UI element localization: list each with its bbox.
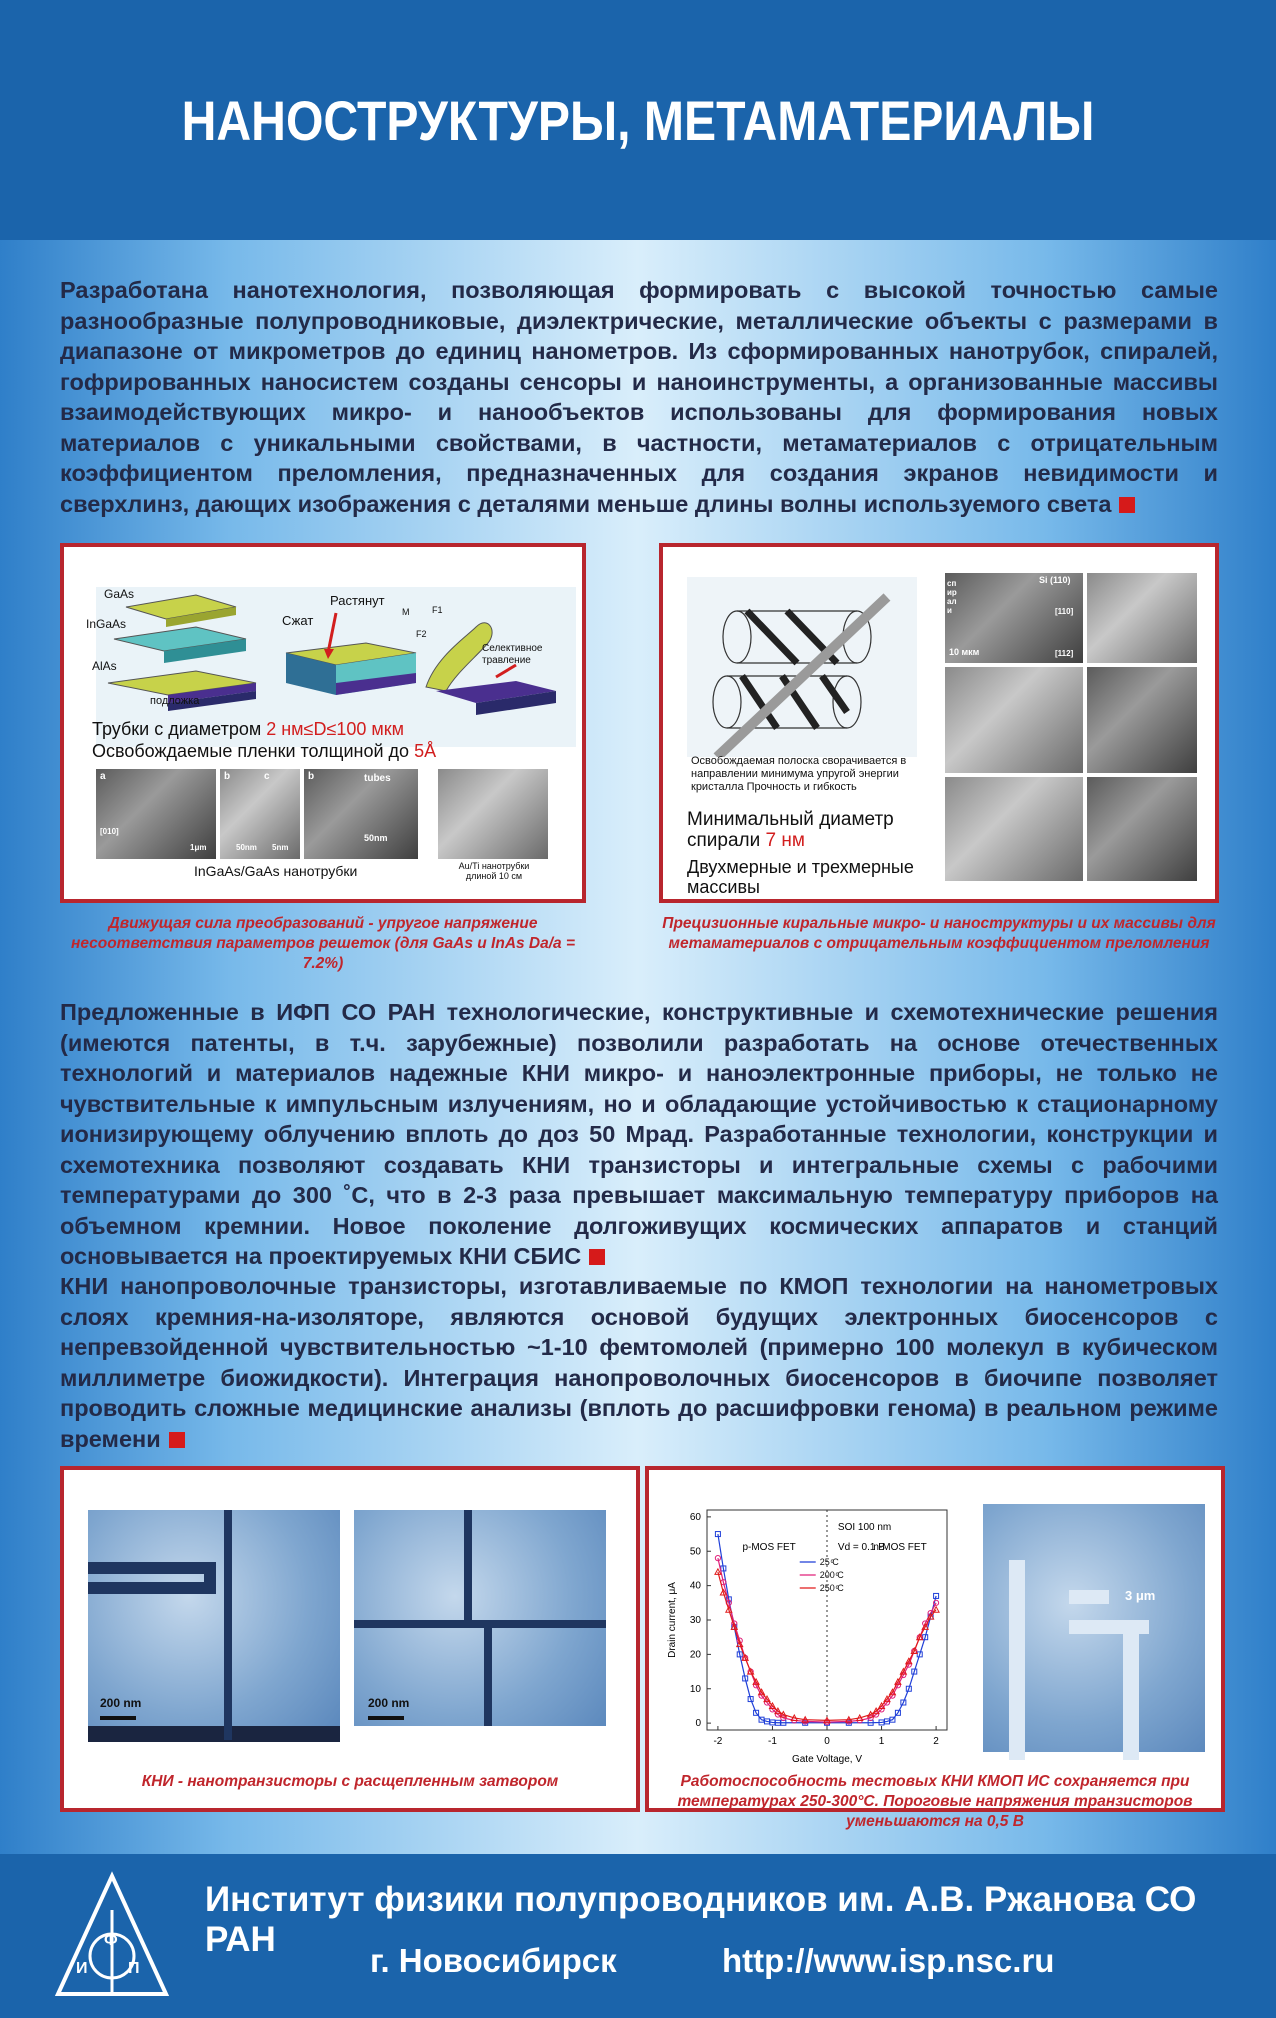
etch-label: Селективное травление — [482, 643, 543, 666]
y-axis-label: Drain current, μA — [667, 1582, 678, 1658]
institute-name: Институт физики полупроводников им. А.В. Ржанова СО РАН — [205, 1880, 1197, 1959]
soi-paragraph — [60, 997, 1218, 1272]
wire-line — [464, 1510, 472, 1620]
min-diameter-prefix: Минимальный диаметр спирали — [687, 809, 894, 851]
drain-current-chart — [663, 1500, 963, 1790]
dir-label-110: [110] — [1055, 607, 1074, 616]
layer-label-alas: AlAs — [92, 659, 117, 673]
scalebar-2 — [368, 1716, 404, 1720]
micro-label-b2: b — [308, 771, 315, 782]
layer-label-ingaas: InGaAs — [86, 617, 127, 631]
legend-label: 25 ͦC — [819, 1557, 839, 1567]
micrograph-3d — [945, 667, 1083, 773]
nmos-annotation: n-MOS FET — [873, 1542, 927, 1553]
micro-label-1um: 1μm — [190, 843, 207, 852]
contact-strip — [1009, 1560, 1025, 1760]
si-label: Si (110) — [1039, 575, 1071, 585]
micro-label-5nm: 5nm — [272, 843, 289, 852]
gate-line — [88, 1562, 208, 1574]
ingaas-tubes-label: InGaAs/GaAs нанотрубки — [194, 863, 358, 879]
tube-diameter-value: 2 нм≤D≤100 мкм — [266, 719, 404, 739]
auti-tubes-label: Au/Ti нанотрубки длиной 10 см — [458, 861, 530, 881]
micrograph-split-gate-2 — [354, 1510, 606, 1726]
contact-strip — [1123, 1620, 1139, 1760]
micro-label-tubes: tubes — [364, 773, 391, 784]
intro-paragraph — [60, 275, 1218, 519]
pmos-annotation: p-MOS FET — [742, 1542, 796, 1553]
city-name: г. Новосибирск — [370, 1942, 617, 1979]
y-tick-label: 10 — [689, 1683, 701, 1695]
nanotransistor-panel — [60, 1466, 640, 1812]
x-tick-label: 2 — [933, 1736, 939, 1747]
soi-text: Предложенные в ИФП СО РАН технологические, конструктивные и схемотехнические решения (имеются патенты, в т.ч. зарубежные) позволили разработать на основе отечественных технологий и материалов надежные КНИ микро- и наноэлектронные приборы, не только не чувствительные к импульсным излучениям, но и обладающие устойчивостью к стационарному ионизирующему облучению вплоть до доз 50 Мрад. Разработанные технологии, конструкции и схемотехника позволяют создавать КНИ транзисторы и интегральные схемы с рабочими температурами до 300 ˚С, что в 2-3 раза превышает максимальную температуру приборов на объемном кремнии. Новое поколение долгоживущих космических аппаратов и станций основывается на проектируемых КНИ СБИС — [60, 999, 1218, 1269]
layer-label-substrate: подложка — [150, 695, 200, 707]
micrograph-helix — [1087, 667, 1197, 773]
micrograph-auti — [438, 769, 548, 859]
force-label-f1: F1 — [432, 605, 443, 615]
y-tick-label: 0 — [695, 1718, 701, 1730]
micrograph-array — [945, 777, 1083, 881]
caption-nanotransistors: КНИ - нанотранзисторы с расщепленным затвором — [141, 1773, 559, 1790]
min-diameter-value: 7 нм — [765, 830, 805, 851]
x-tick-label: -2 — [713, 1736, 723, 1747]
wire-line — [484, 1628, 492, 1726]
nanowire-text: КНИ нанопроволочные транзисторы, изготавливаемые по КМОП технологии на нанометровых слоях кремния-на-изоляторе, являются основой будущих электронных биосенсоров с непревзойденной чувствительностью ~1-10 фемтомолей (примерно 100 молекул в кубическом миллиметре биожидкости). Интеграция нанопроволочных биосенсоров в биочипе позволяет проводить сложные медицинские анализы (вплоть до расшифровки генома) в реальном режиме времени — [60, 1273, 1218, 1452]
x-tick-label: 1 — [878, 1736, 885, 1747]
stretched-label: Растянут — [330, 593, 385, 608]
y-tick-label: 20 — [689, 1649, 701, 1661]
micro-label-a: a — [100, 771, 106, 782]
logo-letter-2: Ф — [104, 1932, 118, 1949]
scale-label-3um: 3 μm — [1125, 1588, 1156, 1603]
scale-label-2: 200 nm — [368, 1696, 410, 1710]
gate-pad — [1069, 1590, 1109, 1604]
gate-line — [354, 1620, 606, 1628]
spirals-panel — [659, 543, 1219, 903]
scale-label-1: 200 nm — [100, 1696, 142, 1710]
film-thickness-value: 5Å — [414, 741, 437, 761]
spiral-diagram — [687, 577, 917, 757]
micro-label-c: c — [264, 771, 270, 782]
caption-chart: Работоспособность тестовых КНИ КМОП ИС сохраняется при температурах 250-300°С. Пороговые напряжения транзисторов уменьшаются на 0,5 В — [677, 1773, 1193, 1830]
chart-panel — [645, 1466, 1225, 1812]
legend-label: 250 ͦC — [819, 1583, 844, 1593]
dir-label-112: [112] — [1055, 649, 1074, 658]
tube-diameter-prefix: Трубки с диаметром — [92, 719, 267, 739]
y-tick-label: 30 — [689, 1615, 701, 1626]
chart-subtitle: Vd = 0.1 B — [837, 1542, 885, 1553]
website-link[interactable]: http://www.isp.nsc.ru — [722, 1942, 1055, 1979]
micro-label-b: b — [224, 771, 231, 782]
micrograph-lattice — [1087, 777, 1197, 881]
scalebar-1 — [100, 1716, 136, 1720]
y-tick-label: 40 — [689, 1580, 701, 1592]
page-title: НАНОСТРУКТУРЫ, МЕТАМАТЕРИАЛЫ — [181, 89, 1095, 152]
gate-line — [204, 1562, 216, 1594]
end-marker-icon — [589, 1249, 605, 1265]
header-band — [0, 0, 1276, 240]
y-tick-label: 60 — [689, 1511, 701, 1523]
legend-label: 200 ͦC — [819, 1570, 844, 1580]
footer-band — [0, 1854, 1276, 2018]
nanotubes-panel — [60, 543, 586, 903]
micrograph-tubes — [304, 769, 418, 859]
film-thickness-line — [92, 741, 436, 762]
chart-title: SOI 100 nm — [837, 1522, 892, 1533]
caption-nanotubes: Движущая сила преобразований - упругое напряжение несоответствия параметров решеток (для GaAs и InAs Da/a = 7.2%) — [70, 915, 576, 972]
dark-edge — [88, 1726, 340, 1742]
spirals-vertical-label: спирали — [947, 579, 957, 615]
micrograph-si — [1087, 573, 1197, 663]
compressed-label: Сжат — [282, 613, 314, 628]
micrograph-split-gate-1 — [88, 1510, 340, 1726]
intro-text: Разработана нанотехнология, позволяющая формировать с высокой точностью самые разнообразные полупроводниковые, диэлектрические, металлические объекты с размерами в диапазоне от микрометров до единиц нанометров. Из сформированных нанотрубок, спиралей, гофрированных наносистем созданы сенсоры и наноинструменты, а организованные массивы взаимодействующих микро- и нанообъектов использованы для формирования новых материалов с уникальными свойствами, в частности, метаматериалов с отрицательным коэффициентом преломления, предназначенных для создания экранов невидимости и сверхлинз, дающих изображения с деталями меньше длины волны используемого света — [60, 277, 1218, 517]
x-axis-label: Gate Voltage, V — [791, 1754, 863, 1765]
logo-letter-1: И — [76, 1960, 88, 1977]
film-thickness-prefix: Освобождаемые пленки толщиной до — [92, 741, 415, 761]
arrays-label: Двухмерные и трехмерные массивы — [687, 857, 914, 897]
x-tick-label: -1 — [768, 1736, 777, 1747]
end-marker-icon — [169, 1432, 185, 1448]
spiral-scale-label: 10 мкм — [949, 647, 980, 657]
micro-label-50nm-2: 50nm — [364, 833, 388, 843]
layer-label-gaas: GaAs — [104, 587, 135, 601]
min-diameter-line — [687, 809, 927, 851]
gate-line — [88, 1582, 208, 1594]
x-tick-label: 0 — [824, 1736, 830, 1747]
wire-line — [224, 1510, 232, 1740]
end-marker-icon — [1119, 497, 1135, 513]
force-label-f2: F2 — [416, 629, 427, 639]
logo-letter-3: П — [128, 1960, 140, 1977]
nanowire-paragraph — [60, 1271, 1218, 1454]
force-label-m: M — [402, 607, 410, 617]
caption-spirals: Прецизионные киральные микро- и наноструктуры и их массивы для метаматериалов с отрицательным коэффициентом преломления — [662, 915, 1216, 952]
spiral-note: Освобождаемая полоска сворачивается в направлении минимума упругой энергии кристалла Прочность и гибкость — [691, 755, 907, 793]
y-tick-label: 50 — [689, 1546, 701, 1558]
tube-diameter-line — [92, 719, 404, 740]
micro-label-50nm: 50nm — [236, 843, 257, 852]
micro-label-dir: [010] — [100, 827, 119, 836]
